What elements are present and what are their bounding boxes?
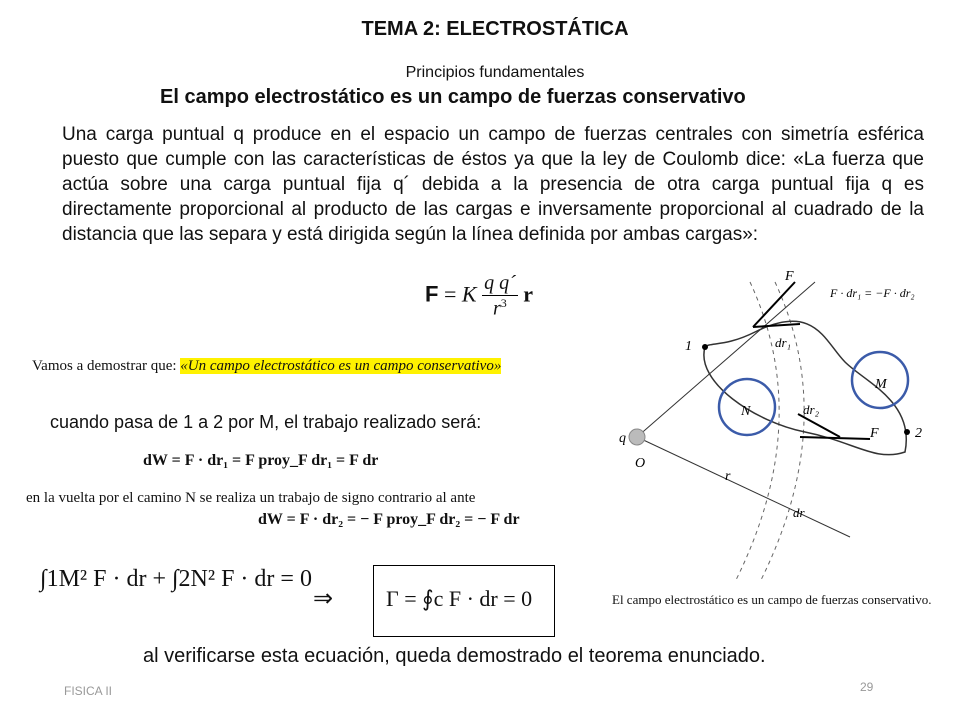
label-dr1: dr₁ xyxy=(775,335,792,350)
label-dr: dr xyxy=(793,505,805,520)
field-diagram xyxy=(605,262,955,592)
label-point-2: 2 xyxy=(915,426,922,441)
diagram-caption: El campo electrostático es un campo de fuerzas conservativo. xyxy=(612,592,932,607)
dr1-arrow xyxy=(753,324,800,327)
work-intro-line: cuando pasa de 1 a 2 por M, el trabajo realizado será: xyxy=(50,412,482,432)
label-point-1: 1 xyxy=(685,339,692,354)
coulomb-formula: F = K $\frac{\text{q q´}}{r^3}$ r xyxy=(425,272,533,320)
label-F-bottom: F xyxy=(870,426,879,441)
claim-highlight: «Un campo electrostático es un campo conservativo» xyxy=(180,358,502,374)
integral-sum-equation: ∫1M² F · dr + ∫2N² F · dr = 0 xyxy=(40,566,312,592)
page-number: 29 xyxy=(860,680,874,694)
point-1-dot xyxy=(702,344,708,350)
charge-q xyxy=(629,429,645,445)
footer-course: FISICA II xyxy=(64,684,113,698)
closed-integral-box xyxy=(373,565,555,637)
label-O: O xyxy=(635,456,646,471)
radial-line-upper xyxy=(637,282,815,437)
label-r: r xyxy=(725,469,731,484)
claim-line xyxy=(32,358,501,375)
work-equation-1: dW = F · dr₁ = F proy_F dr₁ = F dr xyxy=(143,452,379,469)
implies-symbol: ⇒ xyxy=(313,585,334,612)
label-relation: F · dr₁ = −F · dr₂ xyxy=(830,286,915,300)
conclusion-text: al verificarse esta ecuación, queda demostrado el teorema enunciado. xyxy=(143,645,766,667)
label-dr2: dr₂ xyxy=(803,402,820,417)
slide-title: TEMA 2: ELECTROSTÁTICA xyxy=(361,18,629,40)
point-2-dot xyxy=(904,429,910,435)
label-q: q xyxy=(619,431,626,446)
return-path-line: en la vuelta por el camino N se realiza un trabajo de signo contrario al ante xyxy=(26,490,476,506)
closed-integral-equation: Γ = ∮c F · dr = 0 xyxy=(386,586,533,611)
claim-prefix: Vamos a demostrar que: xyxy=(32,358,181,374)
coulomb-paragraph: Una carga puntual q produce en el espacio un campo de fuerzas centrales con simetría esférica puesto que cumple con las características de éstos ya que la ley de Coulomb dice: «La fuerza que actúa sobre una carga puntual fija q´ debida a la presencia de otra carga puntual fija q es directamente proporcional al producto de las cargas e inversamente proporcional al cuadrado de la distancia que las separa y está dirigida según la línea definida por ambas cargas»: xyxy=(62,124,924,245)
label-M: M xyxy=(875,377,887,392)
slide-subtitle: Principios fundamentales xyxy=(405,64,585,81)
radial-line-lower xyxy=(637,437,850,537)
label-N: N xyxy=(741,404,751,419)
force-arrow-bottom xyxy=(800,437,870,439)
work-equation-2: dW = F · dr₂ = − F proy_F dr₂ = − F dr xyxy=(258,511,520,528)
label-F-top: F xyxy=(785,269,794,284)
section-heading: El campo electrostático es un campo de fuerzas conservativo xyxy=(160,86,746,108)
